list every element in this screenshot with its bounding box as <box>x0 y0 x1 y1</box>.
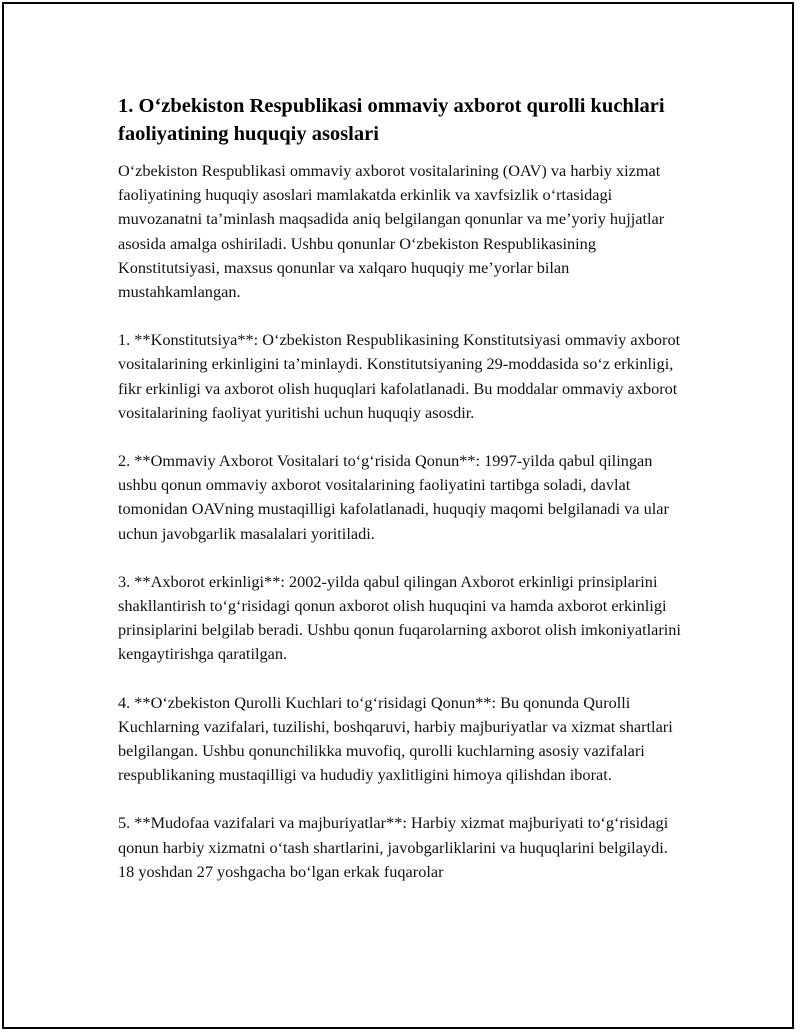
document-heading: 1. O‘zbekiston Respublikasi ommaviy axborot qurolli kuchlari faoliyatining huquqiy asoslari <box>118 95 665 145</box>
list-item-freedom-of-information: 3. **Axborot erkinligi**: 2002-yilda qabul qilingan Axborot erkinligi prinsiplarini shakllantirish to‘g‘risidagi qonun axborot olish huquqini va hamda axborot erkinligi prinsiplarini belgilab beradi. Ushbu qonun fuqarolarning axborot olish imkoniyatlarini kengaytirishga qaratilgan. <box>118 571 681 664</box>
document-body <box>118 92 688 908</box>
intro-paragraph: O‘zbekiston Respublikasi ommaviy axborot vositalarining (OAV) va harbiy xizmat faoliyatining huquqiy asoslari mamlakatda erkinlik va xavfsizlik o‘rtasidagi muvozanatni ta’minlash maqsadida aniq belgilangan qonunlar va me’yoriy hujjatlar asosida amalga oshiriladi. Ushbu qonunlar O‘zbekiston Respublikasining Konstitutsiyasi, maxsus qonunlar va xalqaro huquqiy me’yorlar bilan mustahkamlangan. <box>118 161 665 302</box>
list-item-defense-duties: 5. **Mudofaa vazifalari va majburiyatlar**: Harbiy xizmat majburiyati to‘g‘risidagi qonun harbiy xizmatni o‘tash shartlarini, javobgarliklarini va huquqlarini belgilaydi. 18 yoshdan 27 yoshgacha bo‘lgan erkak fuqarolar <box>118 813 669 881</box>
list-item-constitution: 1. **Konstitutsiya**: O‘zbekiston Respublikasining Konstitutsiyasi ommaviy axborot vositalarining erkinligini ta’minlaydi. Konstitutsiyaning 29-moddasida so‘z erkinligi, fikr erkinligi va axborot olish huquqlari kafolatlanadi. Bu moddalar ommaviy axborot vositalarining faoliyat yuritishi uchun huquqiy asosdir. <box>118 330 681 422</box>
list-item-mass-media-law: 2. **Ommaviy Axborot Vositalari to‘g‘risida Qonun**: 1997-yilda qabul qilingan ushbu qonun ommaviy axborot vositalarining faoliyatini tartibga soladi, davlat tomonidan OAVning mustaqilligi kafolatlanadi, huquqiy maqomi belgilanadi va ular uchun javobgarlik masalalari yoritiladi. <box>118 451 669 543</box>
list-item-armed-forces-law: 4. **O‘zbekiston Qurolli Kuchlari to‘g‘risidagi Qonun**: Bu qonunda Qurolli Kuchlarning vazifalari, tuzilishi, boshqaruvi, harbiy majburiyatlar va xizmat shartlari belgilangan. Ushbu qonunchilikka muvofiq, qurolli kuchlarning asosiy vazifalari respublikaning mustaqilligi va hududiy yaxlitligini himoya qilishdan iborat. <box>118 692 673 785</box>
